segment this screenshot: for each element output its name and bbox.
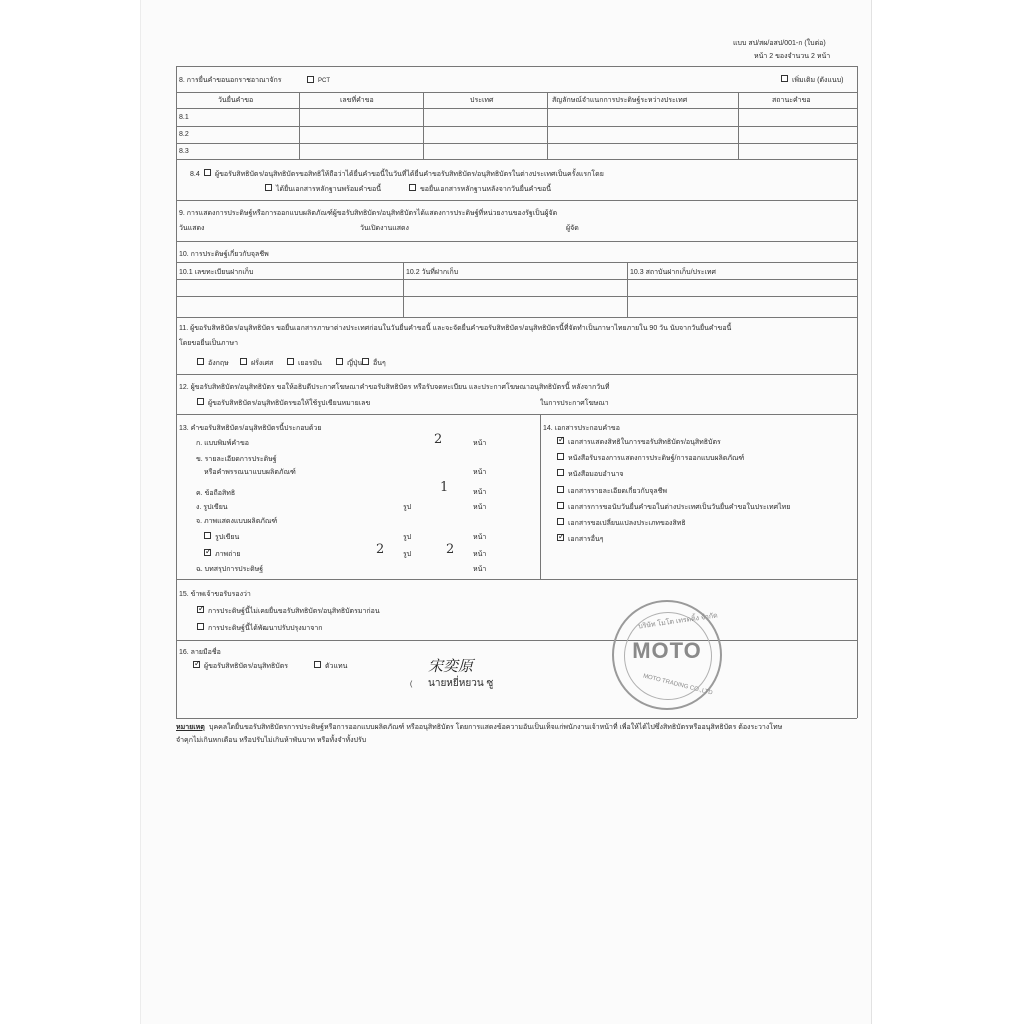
paper-sheet: [140, 0, 872, 1024]
s8-title: 8. การยื่นคำขอนอกราชอาณาจักร: [179, 77, 282, 84]
rule: [176, 108, 857, 109]
page-info: หน้า 2 ของจำนวน 2 หน้า: [754, 53, 831, 60]
fig-unit: รูป: [403, 504, 412, 511]
s14-checkbox[interactable]: [557, 518, 564, 525]
s12-right-label: ในการประกาศโฆษณา: [540, 400, 609, 407]
rule: [176, 143, 857, 144]
s84-opt2-label: ขอยื่นเอกสารหลักฐานหลังจากวันยื่นคำขอนี้: [420, 186, 551, 193]
s16-applicant-checkbox[interactable]: [193, 661, 200, 668]
s14-checkbox[interactable]: [557, 453, 564, 460]
s13-item-a: ก. แบบพิมพ์คำขอ: [196, 440, 249, 447]
rule: [403, 262, 404, 317]
rule: [176, 279, 857, 280]
s12-checkbox[interactable]: [197, 398, 204, 405]
s14-checkbox[interactable]: [557, 534, 564, 541]
lang-label: ฝรั่งเศส: [251, 360, 274, 367]
seal-main-text: MOTO: [632, 638, 702, 663]
s8-row-label: 8.3: [179, 148, 189, 155]
s8-row-label: 8.1: [179, 114, 189, 121]
frame-left: [176, 66, 177, 718]
form-code: แบบ สป/สผ/อสป/001-ก (ใบต่อ): [733, 40, 826, 47]
lang-other-checkbox[interactable]: [362, 358, 369, 365]
rule: [176, 200, 857, 201]
s13-item-e: จ. ภาพแสดงแบบผลิตภัณฑ์: [196, 518, 278, 525]
s13-c-pages: 1: [440, 480, 449, 495]
note-line2: จำคุกไม่เกินหกเดือน หรือปรับไม่เกินห้าพันบาท หรือทั้งจำทั้งปรับ: [176, 737, 367, 744]
page-unit: หน้า: [473, 504, 487, 511]
s16-title: 16. ลายมือชื่อ: [179, 649, 221, 656]
fig-unit: รูป: [403, 534, 412, 541]
lang-jp-checkbox[interactable]: [336, 358, 343, 365]
note-line1: บุคคลใดยื่นขอรับสิทธิบัตรการประดิษฐ์หรือการออกแบบผลิตภัณฑ์ หรืออนุสิทธิบัตร โดยการแสดงข้อความอันเป็นเท็จแก่พนักงานเจ้าหน้าที่ เพื่อให้ได้ไปซึ่งสิทธิบัตรหรืออนุสิทธิบัตร ต้องระวางโทษ: [209, 724, 783, 731]
rule: [540, 414, 541, 579]
s16-printed-name: นายหยี่หยวน ซู: [428, 678, 494, 689]
lang-label: อื่นๆ: [373, 360, 386, 367]
s13-item-f: ฉ. บทสรุปการประดิษฐ์: [196, 566, 264, 573]
rule: [176, 718, 857, 719]
s16-agent-checkbox[interactable]: [314, 661, 321, 668]
seal-bottom-text: MOTO TRADING CO.,LTD: [642, 673, 714, 697]
s14-checkbox[interactable]: [557, 502, 564, 509]
rule: [176, 66, 857, 67]
rule: [176, 92, 857, 93]
s8-col-header: ประเทศ: [470, 97, 494, 104]
s13-item-e1: รูปเขียน: [215, 534, 240, 541]
s13-item-d: ง. รูปเขียน: [196, 504, 228, 511]
s13-e2-figs: 2: [376, 542, 385, 557]
s13-item-b2: หรือคำพรรณนาแบบผลิตภัณฑ์: [204, 469, 296, 476]
rule: [176, 126, 857, 127]
s14-item: เอกสารแสดงสิทธิในการขอรับสิทธิบัตร/อนุสิทธิบัตร: [568, 439, 721, 446]
s9-title: 9. การแสดงการประดิษฐ์หรือการออกแบบผลิตภัณฑ์ผู้ขอรับสิทธิบัตร/อนุสิทธิบัตรได้แสดงการประดิษฐ์ที่หน่วยงานของรัฐเป็นผู้จัด: [179, 210, 558, 217]
s13-a-pages: 2: [434, 432, 443, 447]
rule: [176, 640, 857, 641]
page-unit: หน้า: [473, 489, 487, 496]
signature: 宋奕原: [428, 657, 474, 675]
page-unit: หน้า: [473, 534, 487, 541]
s12-line1: 12. ผู้ขอรับสิทธิบัตร/อนุสิทธิบัตร ขอให้อธิบดีประกาศโฆษณาคำขอรับสิทธิบัตร หรือรับจดทะเบียน และประกาศโฆษณาอนุสิทธิบัตรนี้ หลังจากวันที่: [179, 384, 610, 391]
s9-open-label: วันเปิดงานแสดง: [360, 225, 409, 232]
seal-top-text: บริษัท โมโต เทรดดิ้ง จำกัด: [637, 612, 719, 631]
pct-label: PCT: [318, 78, 330, 84]
page-unit: หน้า: [473, 469, 487, 476]
page-unit: หน้า: [473, 551, 487, 558]
s14-item: เอกสารการขอนับวันยื่นคำขอในต่างประเทศเป็นวันยื่นคำขอในประเทศไทย: [568, 504, 791, 511]
s84-opt1-label: ได้ยื่นเอกสารหลักฐานพร้อมคำขอนี้: [276, 186, 382, 193]
more-label: เพิ่มเติม (ดังแนบ): [792, 77, 844, 84]
s84-opt1-checkbox[interactable]: [265, 184, 272, 191]
s16-agent-label: ตัวแทน: [325, 663, 348, 670]
rule: [738, 92, 739, 159]
rule: [547, 92, 548, 159]
lang-label: ญี่ปุ่น: [347, 360, 363, 367]
s16-paren: (: [410, 681, 413, 688]
lang-fr-checkbox[interactable]: [240, 358, 247, 365]
page-unit: หน้า: [473, 566, 487, 573]
more-checkbox[interactable]: [781, 75, 788, 82]
rule: [176, 262, 857, 263]
note-label: หมายเหตุ: [176, 724, 205, 731]
rule: [176, 159, 857, 160]
s15-title: 15. ข้าพเจ้าขอรับรองว่า: [179, 591, 251, 598]
s14-checkbox[interactable]: [557, 469, 564, 476]
rule: [176, 296, 857, 297]
fig-unit: รูป: [403, 551, 412, 558]
rule: [176, 579, 857, 580]
rule: [176, 374, 857, 375]
s9-date-label: วันแสดง: [179, 225, 205, 232]
s14-item: เอกสารรายละเอียดเกี่ยวกับจุลชีพ: [568, 488, 667, 495]
s11-line2: โดยขอยื่นเป็นภาษา: [179, 340, 238, 347]
s16-applicant-label: ผู้ขอรับสิทธิบัตร/อนุสิทธิบัตร: [204, 663, 289, 670]
frame-right: [857, 66, 858, 718]
s14-title: 14. เอกสารประกอบคำขอ: [543, 425, 620, 432]
s14-item: หนังสือรับรองการแสดงการประดิษฐ์/การออกแบบผลิตภัณฑ์: [568, 455, 745, 462]
s84-opt2-checkbox[interactable]: [409, 184, 416, 191]
lang-de-checkbox[interactable]: [287, 358, 294, 365]
s13-e2-pages: 2: [446, 542, 455, 557]
s10-col2: 10.2 วันที่ฝากเก็บ: [406, 269, 459, 276]
s9-organizer-label: ผู้จัด: [566, 225, 579, 232]
s13-title: 13. คำขอรับสิทธิบัตร/อนุสิทธิบัตรนี้ประกอบด้วย: [179, 425, 322, 432]
e2-checkbox[interactable]: [204, 549, 211, 556]
company-seal: [612, 600, 722, 710]
rule: [176, 317, 857, 318]
s10-col3: 10.3 สถาบันฝากเก็บ/ประเทศ: [630, 269, 716, 276]
s8-col-header: สัญลักษณ์จำแนกการประดิษฐ์ระหว่างประเทศ: [552, 97, 688, 104]
s8-col-header: เลขที่คำขอ: [340, 97, 374, 104]
lang-label: เยอรมัน: [298, 360, 322, 367]
rule: [176, 414, 857, 415]
s14-item: หนังสือมอบอำนาจ: [568, 471, 624, 478]
lang-label: อังกฤษ: [208, 360, 229, 367]
s14-item: เอกสารขอเปลี่ยนแปลงประเภทของสิทธิ: [568, 520, 686, 527]
rule: [176, 241, 857, 242]
s12-option: ผู้ขอรับสิทธิบัตร/อนุสิทธิบัตรขอให้ใช้รูปเขียนหมายเลข: [208, 400, 371, 407]
s15-opt1-label: การประดิษฐ์นี้ไม่เคยยื่นขอรับสิทธิบัตร/อนุสิทธิบัตรมาก่อน: [208, 608, 380, 615]
s15-opt2-label: การประดิษฐ์นี้ได้พัฒนาปรับปรุงมาจาก: [208, 625, 323, 632]
s84-checkbox[interactable]: [204, 169, 211, 176]
s14-item: เอกสารอื่นๆ: [568, 536, 604, 543]
page-unit: หน้า: [473, 440, 487, 447]
s13-item-c: ค. ข้อถือสิทธิ: [196, 490, 236, 497]
s13-item-b1: ข. รายละเอียดการประดิษฐ์: [196, 456, 277, 463]
s10-title: 10. การประดิษฐ์เกี่ยวกับจุลชีพ: [179, 251, 269, 258]
e1-checkbox[interactable]: [204, 532, 211, 539]
rule: [423, 92, 424, 159]
s14-checkbox[interactable]: [557, 437, 564, 444]
s8-col-header: สถานะคำขอ: [772, 97, 811, 104]
s15-opt2-checkbox[interactable]: [197, 623, 204, 630]
s15-opt1-checkbox[interactable]: [197, 606, 204, 613]
s84-number: 8.4: [190, 171, 200, 178]
pct-checkbox[interactable]: [307, 76, 314, 83]
rule: [627, 262, 628, 317]
s8-row-label: 8.2: [179, 131, 189, 138]
s84-text: ผู้ขอรับสิทธิบัตร/อนุสิทธิบัตรขอสิทธิให้ถือว่าได้ยื่นคำขอนี้ในวันที่ได้ยื่นคำขอรับสิทธิบัตร/อนุสิทธิบัตรในต่างประเทศเป็นครั้งแรกโดย: [215, 171, 604, 178]
s14-checkbox[interactable]: [557, 486, 564, 493]
s11-line1: 11. ผู้ขอรับสิทธิบัตร/อนุสิทธิบัตร ขอยื่นเอกสารภาษาต่างประเทศก่อนในวันยื่นคำขอนี้ และจะจัดยื่นคำขอรับสิทธิบัตร/อนุสิทธิบัตรนี้ที่จัดทำเป็นภาษาไทยภายใน 90 วัน นับจากวันยื่นคำขอนี้: [179, 325, 732, 332]
s10-col1: 10.1 เลขทะเบียนฝากเก็บ: [179, 269, 254, 276]
rule: [299, 92, 300, 159]
lang-en-checkbox[interactable]: [197, 358, 204, 365]
s13-item-e2: ภาพถ่าย: [215, 551, 241, 558]
s8-col-header: วันยื่นคำขอ: [218, 97, 254, 104]
